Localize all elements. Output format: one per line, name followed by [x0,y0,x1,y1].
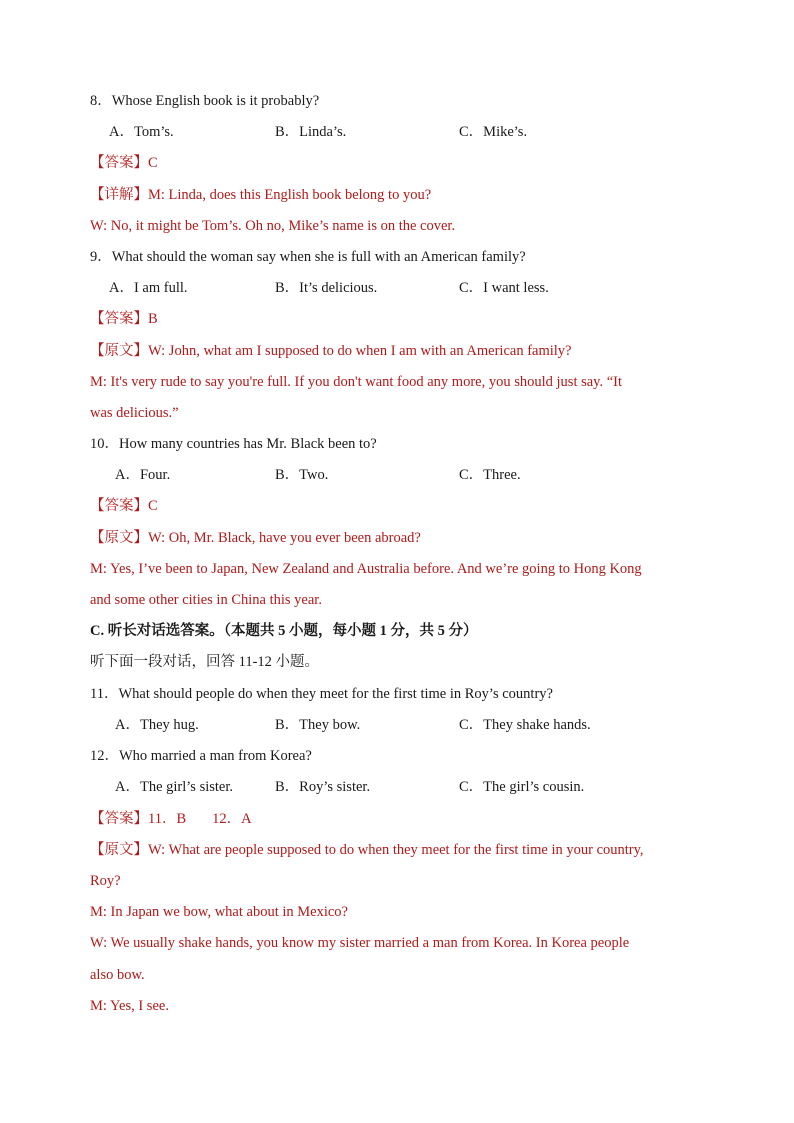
source-tag: 【原文】 [90,343,148,359]
q11-question: 11．What should people do when they meet for the first time in Roy’s country? [90,686,553,702]
source-tag: 【原文】 [90,842,148,858]
q12-option-a: A．The girl’s sister. [115,779,234,795]
q9-answer [90,309,158,329]
q9-source-line1 [90,341,572,361]
detail-tag: 【详解】 [90,187,148,203]
q10-answer [90,496,158,516]
q12-option-c: C．The girl’s cousin. [459,779,585,795]
source-text: W: John, what am I supposed to do when I am with an American family? [148,343,572,359]
source-text: W: What are people supposed to do when they meet for the first time in your country, [148,842,644,858]
q8-detail-line1 [90,185,431,205]
q11-12-source-line3: M: In Japan we bow, what about in Mexico? [90,904,348,920]
q10-option-a: A．Four. [115,467,171,483]
answer-value-12: 12．A [212,811,252,827]
answer-value: C [148,155,158,171]
q12-question: 12．Who married a man from Korea? [90,748,312,764]
q10-source-line3: and some other cities in China this year. [90,592,322,608]
section-c-heading: C. 听长对话选答案。（本题共 5 小题，每小题 1 分，共 5 分） [90,623,478,639]
q10-option-c: C．Three. [459,467,521,483]
q10-question: 10．How many countries has Mr. Black been to? [90,436,377,452]
q11-12-source-line6: M: Yes, I see. [90,998,169,1014]
answer-tag: 【答案】 [90,155,148,171]
answer-tag: 【答案】 [90,311,148,327]
q9-option-b: B．It’s delicious. [275,280,378,296]
answer-value: B [148,311,158,327]
q9-source-line2: M: It's very rude to say you're full. If you don't want food any more, you should just say. “It [90,374,623,390]
q11-12-answer [90,809,252,829]
q11-option-a: A．They hug. [115,717,199,733]
q9-option-a: A．I am full. [109,280,188,296]
q11-option-b: B．They bow. [275,717,361,733]
answer-tag: 【答案】 [90,811,148,827]
q11-12-source-line4: W: We usually shake hands, you know my sister married a man from Korea. In Korea people [90,935,630,951]
q11-12-source-line5: also bow. [90,967,145,983]
q12-option-b: B．Roy’s sister. [275,779,371,795]
section-c-instruction: 听下面一段对话，回答 11-12 小题。 [90,654,320,670]
q8-option-b: B．Linda’s. [275,124,347,140]
q10-option-b: B．Two. [275,467,329,483]
q9-source-line3: was delicious.” [90,405,179,421]
q8-answer [90,153,158,173]
q11-12-source-line1 [90,840,644,860]
q9-option-c: C．I want less. [459,280,549,296]
answer-tag: 【答案】 [90,498,148,514]
source-tag: 【原文】 [90,530,148,546]
answer-value-11: 11．B [148,811,187,827]
q8-option-a: A．Tom’s. [109,124,174,140]
q8-detail-line2: W: No, it might be Tom’s. Oh no, Mike’s name is on the cover. [90,218,456,234]
q9-question: 9．What should the woman say when she is full with an American family? [90,249,526,265]
answer-value: C [148,498,158,514]
q10-source-line2: M: Yes, I’ve been to Japan, New Zealand and Australia before. And we’re going to Hong Kong [90,561,642,577]
q8-option-c: C．Mike’s. [459,124,528,140]
source-text: W: Oh, Mr. Black, have you ever been abroad? [148,530,421,546]
q11-12-source-line2: Roy? [90,873,121,889]
q11-option-c: C．They shake hands. [459,717,591,733]
detail-text: M: Linda, does this English book belong to you? [148,187,432,203]
q8-question: 8．Whose English book is it probably? [90,93,320,109]
q10-source-line1 [90,528,421,548]
